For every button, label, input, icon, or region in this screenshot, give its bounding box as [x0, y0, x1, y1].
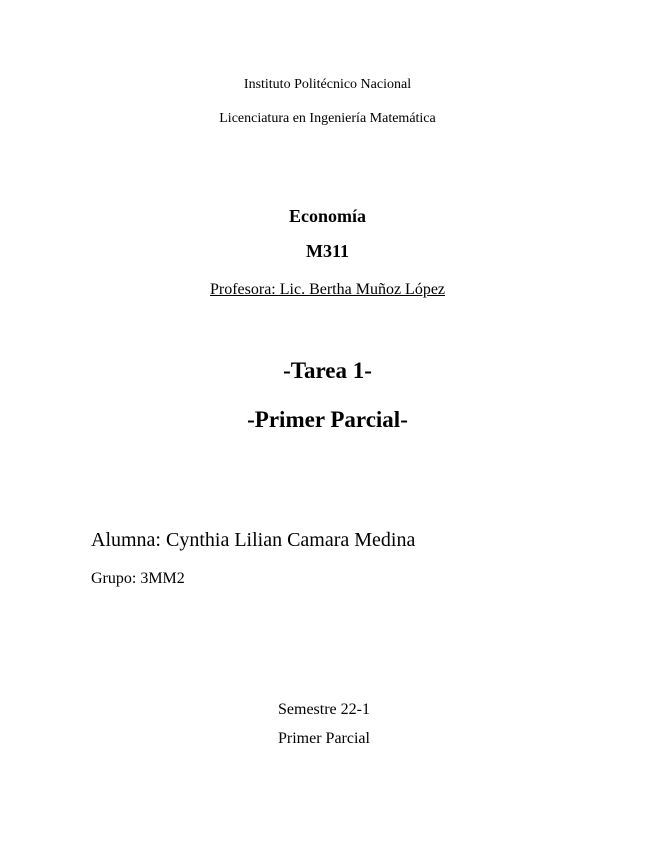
course-title: Economía — [288, 206, 366, 226]
student-group: Grupo: 3MM2 — [91, 570, 185, 587]
degree-name: Licenciatura en Ingeniería Matemática — [219, 111, 436, 126]
assignment-title: -Tarea 1- — [283, 358, 372, 383]
student-name: Alumna: Cynthia Lilian Camara Medina — [91, 529, 416, 551]
period-label: Primer Parcial — [278, 730, 370, 747]
institution-name: Instituto Politécnico Nacional — [243, 77, 412, 92]
professor-name: Profesora: Lic. Bertha Muñoz López — [209, 281, 446, 298]
assignment-subtitle: -Primer Parcial- — [247, 407, 408, 432]
course-code: M311 — [306, 241, 349, 261]
semester-label: Semestre 22-1 — [278, 701, 370, 718]
